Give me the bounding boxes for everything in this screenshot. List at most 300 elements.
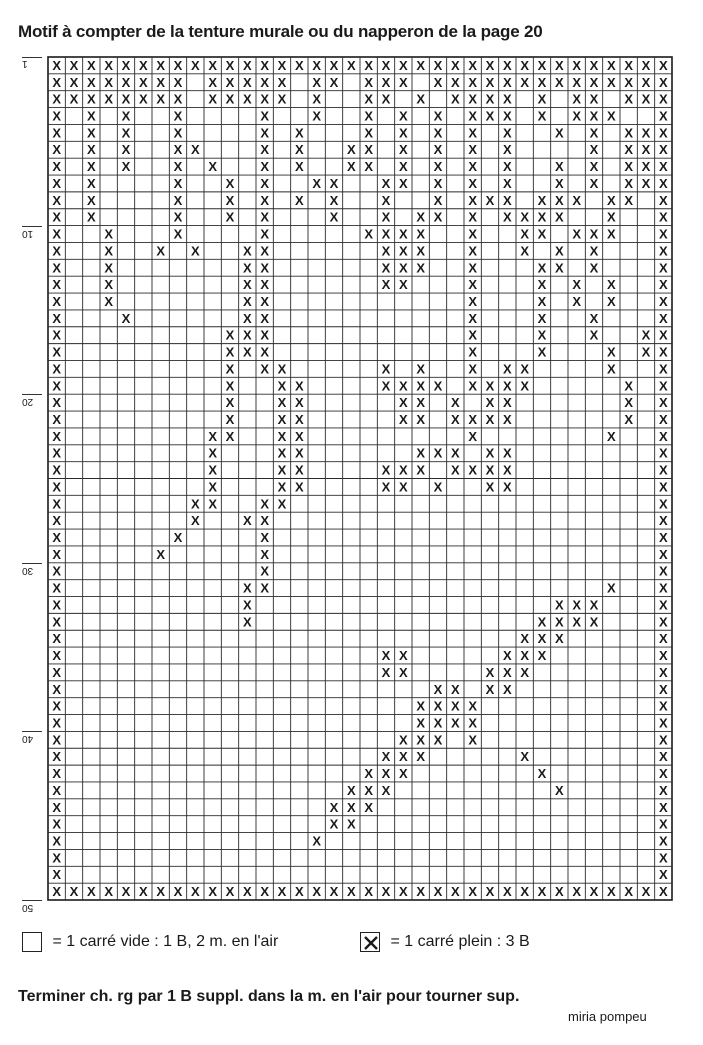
filled-cell-mark: X xyxy=(398,277,408,293)
filled-cell-mark: X xyxy=(641,884,651,900)
filled-cell-mark: X xyxy=(433,698,443,714)
filled-cell-mark: X xyxy=(502,648,512,664)
filled-cell-mark: X xyxy=(190,884,200,900)
filled-cell-mark: X xyxy=(537,277,547,293)
filled-cell-mark: X xyxy=(658,479,668,495)
filled-cell-mark: X xyxy=(450,698,460,714)
filled-cell-mark: X xyxy=(502,175,512,191)
filled-cell-mark: X xyxy=(398,664,408,680)
filled-cell-mark: X xyxy=(364,766,374,782)
filled-cell-mark: X xyxy=(641,142,651,158)
filled-cell-mark: X xyxy=(398,175,408,191)
filled-cell-mark: X xyxy=(468,91,478,107)
filled-cell-mark: X xyxy=(658,698,668,714)
filled-cell-mark: X xyxy=(242,277,252,293)
filled-cell-mark: X xyxy=(641,125,651,141)
filled-cell-mark: X xyxy=(225,428,235,444)
filled-cell-mark: X xyxy=(225,395,235,411)
filled-cell-mark: X xyxy=(416,462,426,478)
filled-cell-mark: X xyxy=(658,108,668,124)
filled-cell-mark: X xyxy=(520,243,530,259)
filled-cell-mark: X xyxy=(52,445,62,461)
filled-cell-mark: X xyxy=(589,108,599,124)
filled-cell-mark: X xyxy=(86,192,96,208)
filled-cell-mark: X xyxy=(52,884,62,900)
filled-cell-mark: X xyxy=(260,530,270,546)
filled-cell-mark: X xyxy=(86,57,96,73)
filled-cell-mark: X xyxy=(572,192,582,208)
row-marker-tick xyxy=(22,900,42,901)
filled-cell-mark: X xyxy=(450,681,460,697)
filled-cell-mark: X xyxy=(537,260,547,276)
filled-cell-mark: X xyxy=(381,243,391,259)
filled-cell-mark: X xyxy=(658,175,668,191)
filled-cell-mark: X xyxy=(277,361,287,377)
filled-cell-mark: X xyxy=(242,327,252,343)
filled-cell-mark: X xyxy=(364,108,374,124)
filled-cell-mark: X xyxy=(589,142,599,158)
filled-cell-mark: X xyxy=(537,327,547,343)
filled-cell-mark: X xyxy=(190,57,200,73)
filled-cell-mark: X xyxy=(520,209,530,225)
filled-cell-mark: X xyxy=(433,108,443,124)
filled-cell-mark: X xyxy=(346,799,356,815)
row-marker-tick xyxy=(22,563,42,564)
filled-cell-mark: X xyxy=(104,91,114,107)
filled-cell-mark: X xyxy=(52,327,62,343)
filled-cell-mark: X xyxy=(398,411,408,427)
filled-cell-mark: X xyxy=(658,57,668,73)
filled-cell-mark: X xyxy=(312,57,322,73)
filled-cell-mark: X xyxy=(589,226,599,242)
filled-cell-mark: X xyxy=(52,563,62,579)
filled-cell-mark: X xyxy=(520,57,530,73)
row-marker-label: 10 xyxy=(22,227,34,239)
filled-cell-mark: X xyxy=(641,74,651,90)
filled-cell-mark: X xyxy=(104,884,114,900)
filled-cell-mark: X xyxy=(398,108,408,124)
filled-cell-mark: X xyxy=(86,884,96,900)
filled-cell-mark: X xyxy=(502,57,512,73)
filled-cell-mark: X xyxy=(104,226,114,242)
filled-cell-mark: X xyxy=(52,378,62,394)
filled-cell-mark: X xyxy=(242,884,252,900)
filled-cell-mark: X xyxy=(242,243,252,259)
filled-cell-mark: X xyxy=(260,159,270,175)
filled-cell-mark: X xyxy=(381,260,391,276)
filled-cell-mark: X xyxy=(624,395,634,411)
filled-cell-mark: X xyxy=(658,378,668,394)
filled-cell-mark: X xyxy=(658,850,668,866)
filled-cell-mark: X xyxy=(104,57,114,73)
filled-cell-mark: X xyxy=(52,125,62,141)
filled-cell-mark: X xyxy=(381,378,391,394)
filled-cell-mark: X xyxy=(104,243,114,259)
filled-cell-mark: X xyxy=(52,648,62,664)
filled-cell-mark: X xyxy=(624,884,634,900)
filled-cell-mark: X xyxy=(86,125,96,141)
filled-cell-mark: X xyxy=(520,749,530,765)
filled-cell-mark: X xyxy=(485,479,495,495)
filled-cell-mark: X xyxy=(346,782,356,798)
filled-cell-mark: X xyxy=(641,344,651,360)
filled-cell-mark: X xyxy=(416,698,426,714)
filled-cell-mark: X xyxy=(502,445,512,461)
filled-cell-mark: X xyxy=(52,496,62,512)
filled-cell-mark: X xyxy=(381,884,391,900)
filled-cell-mark: X xyxy=(554,782,564,798)
filled-cell-mark: X xyxy=(242,74,252,90)
filled-cell-mark: X xyxy=(52,277,62,293)
filled-cell-mark: X xyxy=(554,243,564,259)
filled-cell-mark: X xyxy=(658,732,668,748)
filled-cell-mark: X xyxy=(433,175,443,191)
filled-cell-mark: X xyxy=(398,732,408,748)
filled-square-icon xyxy=(360,932,380,952)
filled-cell-mark: X xyxy=(658,74,668,90)
filled-cell-mark: X xyxy=(260,243,270,259)
filled-cell-mark: X xyxy=(537,108,547,124)
filled-cell-mark: X xyxy=(398,159,408,175)
filled-cell-mark: X xyxy=(537,631,547,647)
filled-cell-mark: X xyxy=(364,74,374,90)
filled-cell-mark: X xyxy=(658,310,668,326)
filled-cell-mark: X xyxy=(52,664,62,680)
filled-cell-mark: X xyxy=(537,209,547,225)
filled-cell-mark: X xyxy=(208,428,218,444)
filled-cell-mark: X xyxy=(658,782,668,798)
filled-cell-mark: X xyxy=(260,142,270,158)
filled-cell-mark: X xyxy=(260,546,270,562)
filled-cell-mark: X xyxy=(433,159,443,175)
filled-cell-mark: X xyxy=(398,749,408,765)
filled-cell-mark: X xyxy=(624,175,634,191)
filled-cell-mark: X xyxy=(468,378,478,394)
filled-cell-mark: X xyxy=(277,411,287,427)
filled-cell-mark: X xyxy=(606,293,616,309)
filled-cell-mark: X xyxy=(658,445,668,461)
filled-cell-mark: X xyxy=(242,344,252,360)
filled-cell-mark: X xyxy=(416,378,426,394)
filled-cell-mark: X xyxy=(658,799,668,815)
filled-cell-mark: X xyxy=(658,597,668,613)
filled-cell-mark: X xyxy=(658,395,668,411)
filled-cell-mark: X xyxy=(277,57,287,73)
filled-cell-mark: X xyxy=(416,884,426,900)
filled-cell-mark: X xyxy=(485,395,495,411)
row-marker-label: 1 xyxy=(22,58,28,69)
filled-cell-mark: X xyxy=(624,378,634,394)
filled-cell-mark: X xyxy=(398,57,408,73)
filled-cell-mark: X xyxy=(485,462,495,478)
filled-cell-mark: X xyxy=(398,142,408,158)
filled-cell-mark: X xyxy=(450,445,460,461)
filled-cell-mark: X xyxy=(364,91,374,107)
filled-cell-mark: X xyxy=(572,293,582,309)
filled-cell-mark: X xyxy=(572,614,582,630)
filled-cell-mark: X xyxy=(173,530,183,546)
filled-cell-mark: X xyxy=(450,715,460,731)
filled-cell-mark: X xyxy=(658,884,668,900)
filled-cell-mark: X xyxy=(364,226,374,242)
filled-cell-mark: X xyxy=(277,74,287,90)
filled-cell-mark: X xyxy=(502,681,512,697)
filled-cell-mark: X xyxy=(156,243,166,259)
filled-cell-mark: X xyxy=(138,57,148,73)
filled-cell-mark: X xyxy=(52,799,62,815)
filled-cell-mark: X xyxy=(52,209,62,225)
filled-cell-mark: X xyxy=(589,159,599,175)
filled-cell-mark: X xyxy=(52,546,62,562)
filled-cell-mark: X xyxy=(52,243,62,259)
filled-cell-mark: X xyxy=(433,479,443,495)
filled-cell-mark: X xyxy=(121,108,131,124)
filled-cell-mark: X xyxy=(658,462,668,478)
filled-cell-mark: X xyxy=(381,209,391,225)
filled-cell-mark: X xyxy=(260,91,270,107)
filled-cell-mark: X xyxy=(138,91,148,107)
filled-cell-mark: X xyxy=(468,125,478,141)
filled-cell-mark: X xyxy=(190,243,200,259)
filled-cell-mark: X xyxy=(468,411,478,427)
filled-cell-mark: X xyxy=(225,411,235,427)
filled-cell-mark: X xyxy=(381,361,391,377)
filled-cell-mark: X xyxy=(381,664,391,680)
filled-cell-mark: X xyxy=(554,74,564,90)
filled-cell-mark: X xyxy=(658,580,668,596)
filled-cell-mark: X xyxy=(398,260,408,276)
filled-cell-mark: X xyxy=(502,395,512,411)
filled-cell-mark: X xyxy=(225,175,235,191)
filled-cell-mark: X xyxy=(52,260,62,276)
filled-cell-mark: X xyxy=(520,631,530,647)
filled-cell-mark: X xyxy=(537,766,547,782)
filled-cell-mark: X xyxy=(260,293,270,309)
filled-cell-mark: X xyxy=(658,563,668,579)
filled-cell-mark: X xyxy=(572,884,582,900)
filled-cell-mark: X xyxy=(468,226,478,242)
filled-cell-mark: X xyxy=(294,57,304,73)
filled-cell-mark: X xyxy=(485,378,495,394)
filled-cell-mark: X xyxy=(52,159,62,175)
filled-cell-mark: X xyxy=(416,715,426,731)
filled-cell-mark: X xyxy=(433,715,443,731)
filled-cell-mark: X xyxy=(416,445,426,461)
filled-cell-mark: X xyxy=(225,91,235,107)
filled-cell-mark: X xyxy=(52,395,62,411)
filled-cell-mark: X xyxy=(658,614,668,630)
filled-cell-mark: X xyxy=(520,664,530,680)
filled-cell-mark: X xyxy=(658,496,668,512)
filled-cell-mark: X xyxy=(208,159,218,175)
signature: miria pompeu xyxy=(568,1009,647,1024)
filled-cell-mark: X xyxy=(520,226,530,242)
filled-cell-mark: X xyxy=(624,159,634,175)
filled-cell-mark: X xyxy=(364,884,374,900)
filled-cell-mark: X xyxy=(260,57,270,73)
row-marker-label: 50 xyxy=(22,902,34,913)
filled-cell-mark: X xyxy=(294,445,304,461)
filled-cell-mark: X xyxy=(502,125,512,141)
filled-cell-mark: X xyxy=(468,293,478,309)
filled-cell-mark: X xyxy=(173,57,183,73)
filled-cell-mark: X xyxy=(606,344,616,360)
filled-cell-mark: X xyxy=(346,884,356,900)
filled-cell-mark: X xyxy=(502,209,512,225)
filled-cell-mark: X xyxy=(277,479,287,495)
filled-cell-mark: X xyxy=(364,125,374,141)
filled-cell-mark: X xyxy=(468,732,478,748)
filled-cell-mark: X xyxy=(86,91,96,107)
filled-cell-mark: X xyxy=(433,378,443,394)
filled-cell-mark: X xyxy=(52,833,62,849)
filled-cell-mark: X xyxy=(606,277,616,293)
filled-cell-mark: X xyxy=(520,378,530,394)
filled-cell-mark: X xyxy=(208,884,218,900)
filled-cell-mark: X xyxy=(52,698,62,714)
filled-cell-mark: X xyxy=(485,664,495,680)
filled-cell-mark: X xyxy=(537,344,547,360)
filled-cell-mark: X xyxy=(641,159,651,175)
filled-cell-mark: X xyxy=(398,766,408,782)
filled-cell-mark: X xyxy=(225,57,235,73)
filled-cell-mark: X xyxy=(589,243,599,259)
filled-cell-mark: X xyxy=(52,732,62,748)
filled-cell-mark: X xyxy=(433,445,443,461)
filled-cell-mark: X xyxy=(468,277,478,293)
filled-cell-mark: X xyxy=(624,411,634,427)
filled-cell-mark: X xyxy=(658,513,668,529)
filled-cell-mark: X xyxy=(485,445,495,461)
legend-empty xyxy=(22,932,278,952)
filled-cell-mark: X xyxy=(52,361,62,377)
filled-cell-mark: X xyxy=(364,57,374,73)
filled-cell-mark: X xyxy=(260,260,270,276)
filled-cell-mark: X xyxy=(398,648,408,664)
filled-cell-mark: X xyxy=(450,395,460,411)
filled-cell-mark: X xyxy=(520,74,530,90)
filled-cell-mark: X xyxy=(624,142,634,158)
filled-cell-mark: X xyxy=(329,884,339,900)
filled-cell-mark: X xyxy=(658,125,668,141)
filled-cell-mark: X xyxy=(52,766,62,782)
filled-cell-mark: X xyxy=(537,293,547,309)
filled-cell-mark: X xyxy=(416,361,426,377)
filled-cell-mark: X xyxy=(606,428,616,444)
filled-cell-mark: X xyxy=(121,159,131,175)
filled-cell-mark: X xyxy=(52,479,62,495)
filled-cell-mark: X xyxy=(624,91,634,107)
filled-cell-mark: X xyxy=(173,175,183,191)
filled-cell-mark: X xyxy=(242,91,252,107)
filled-cell-mark: X xyxy=(260,563,270,579)
filled-cell-mark: X xyxy=(121,310,131,326)
filled-cell-mark: X xyxy=(190,513,200,529)
filled-cell-mark: X xyxy=(190,142,200,158)
filled-cell-mark: X xyxy=(554,159,564,175)
filled-cell-mark: X xyxy=(364,782,374,798)
filled-cell-mark: X xyxy=(416,226,426,242)
filled-cell-mark: X xyxy=(173,125,183,141)
filled-cell-mark: X xyxy=(52,614,62,630)
filled-cell-mark: X xyxy=(658,192,668,208)
filled-cell-mark: X xyxy=(658,277,668,293)
filled-cell-mark: X xyxy=(398,479,408,495)
filled-cell-mark: X xyxy=(52,597,62,613)
filled-cell-mark: X xyxy=(416,57,426,73)
filled-cell-mark: X xyxy=(572,91,582,107)
filled-cell-mark: X xyxy=(502,411,512,427)
filled-cell-mark: X xyxy=(121,74,131,90)
filled-cell-mark: X xyxy=(121,884,131,900)
filled-cell-mark: X xyxy=(485,91,495,107)
filled-cell-mark: X xyxy=(121,142,131,158)
filled-cell-mark: X xyxy=(485,681,495,697)
filled-cell-mark: X xyxy=(520,648,530,664)
filled-cell-mark: X xyxy=(433,74,443,90)
filled-cell-mark: X xyxy=(312,91,322,107)
filled-cell-mark: X xyxy=(416,209,426,225)
filled-cell-mark: X xyxy=(312,175,322,191)
filled-cell-mark: X xyxy=(433,681,443,697)
filled-cell-mark: X xyxy=(260,496,270,512)
filled-cell-mark: X xyxy=(242,614,252,630)
filled-cell-mark: X xyxy=(589,74,599,90)
filled-cell-mark: X xyxy=(537,614,547,630)
filled-cell-mark: X xyxy=(52,715,62,731)
filled-cell-mark: X xyxy=(485,884,495,900)
filled-cell-mark: X xyxy=(69,884,79,900)
filled-cell-mark: X xyxy=(572,57,582,73)
filled-cell-mark: X xyxy=(572,108,582,124)
filled-cell-mark: X xyxy=(485,411,495,427)
filled-cell-mark: X xyxy=(658,664,668,680)
filled-cell-mark: X xyxy=(260,74,270,90)
filled-cell-mark: X xyxy=(658,631,668,647)
empty-square-icon xyxy=(22,932,42,952)
filled-cell-mark: X xyxy=(658,361,668,377)
filled-cell-mark: X xyxy=(485,192,495,208)
filled-cell-mark: X xyxy=(433,192,443,208)
filled-cell-mark: X xyxy=(589,597,599,613)
filled-cell-mark: X xyxy=(86,209,96,225)
filled-cell-mark: X xyxy=(658,159,668,175)
filled-cell-mark: X xyxy=(468,428,478,444)
filled-cell-mark: X xyxy=(294,884,304,900)
filled-cell-mark: X xyxy=(381,749,391,765)
filled-cell-mark: X xyxy=(52,867,62,883)
filled-cell-mark: X xyxy=(624,57,634,73)
filled-cell-mark: X xyxy=(121,91,131,107)
filled-cell-mark: X xyxy=(52,428,62,444)
filled-cell-mark: X xyxy=(381,175,391,191)
filled-cell-mark: X xyxy=(398,74,408,90)
filled-cell-mark: X xyxy=(502,91,512,107)
filled-cell-mark: X xyxy=(294,378,304,394)
filled-cell-mark: X xyxy=(329,192,339,208)
filled-cell-mark: X xyxy=(86,74,96,90)
filled-cell-mark: X xyxy=(346,816,356,832)
filled-cell-mark: X xyxy=(658,530,668,546)
filled-cell-mark: X xyxy=(641,175,651,191)
filled-cell-mark: X xyxy=(624,192,634,208)
filled-cell-mark: X xyxy=(208,496,218,512)
chart-title: Motif à compter de la tenture murale ou du napperon de la page 20 xyxy=(18,22,543,41)
filled-cell-mark: X xyxy=(658,226,668,242)
filled-cell-mark: X xyxy=(658,260,668,276)
filled-cell-mark: X xyxy=(416,243,426,259)
filled-cell-mark: X xyxy=(468,344,478,360)
